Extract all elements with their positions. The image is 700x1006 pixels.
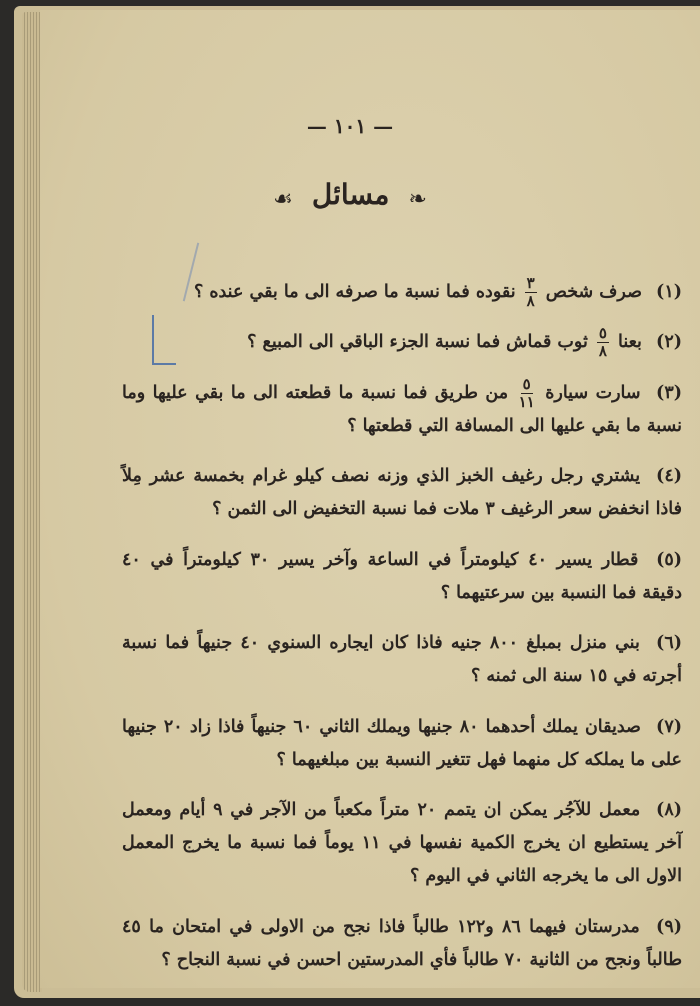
section-heading (40, 178, 660, 212)
ornament-right-icon: ☙ (273, 187, 293, 212)
problem-7: (٧) صديقان يملك أحدهما ٨٠ جنيها ويملك الثاني ٦٠ جنيهاً فاذا زاد ٢٠ جنيها على ما يملكه كل منهما فهل تتغير النسبة بين مبلغيهما ؟ (122, 716, 682, 770)
fraction: $\frac{٥}{١١}$ (518, 374, 535, 411)
problem-8: (٨) معمل للآجُر يمكن ان يتمم ٢٠ متراً مكعباً من الآجر في ٩ أيام ومعمل آخر يستطيع ان يخرج الكمية نفسها في ١١ يوماً فما نسبة ما يخرج المعمل الاول الى ما يخرجه الثاني في اليوم ؟ (122, 800, 682, 886)
problem-9: (٩) مدرستان فيهما ٨٦ و١٢٢ طالباً فاذا نجح من الاولى في امتحان ما ٤٥ طالباً ونجح من الثانية ٧٠ طالباً فأي المدرستين احسن في نسبة النجاح ؟ (122, 916, 682, 970)
fraction: $\frac{٥}{٨}$ (598, 324, 607, 360)
problem-list (122, 258, 682, 992)
problem-4: (٤) يشتري رجل رغيف الخبز الذي وزنه نصف كيلو غرام بخمسة عشر مِلاً فاذا انخفض سعر الرغيف ٣ ملات فما نسبة التخفيض الى الثمن ؟ (122, 466, 682, 519)
page-edges (22, 12, 42, 992)
ornament-left-icon: ❧ (408, 187, 427, 212)
problem-6: (٦) بني منزل بمبلغ ٨٠٠ جنيه فاذا كان ايجاره السنوي ٤٠ جنيهاً فما نسبة أجرته في ١٥ سنة الى ثمنه ؟ (122, 633, 683, 686)
problem-2: (٢) بعنا $\frac{٥}{٨}$ ثوب قماش فما نسبة الجزء الباقي الى المبيع ؟ (247, 324, 682, 360)
book-page (40, 10, 700, 988)
problem-1: (١) صرف شخص $\frac{٣}{٨}$ نقوده فما نسبة ما صرفه الى ما بقي عنده ؟ (193, 273, 682, 310)
page-title: مسائل (311, 178, 390, 211)
page-number: — ١٠١ — (306, 114, 394, 138)
problem-5: (٥) قطار يسير ٤٠ كيلومتراً في الساعة وآخر يسير ٣٠ كيلومتراً في ٤٠ دقيقة فما النسبة بين سرعتيهما ؟ (122, 549, 683, 603)
fraction: $\frac{٣}{٨}$ (526, 273, 535, 310)
problem-3: (٣) سارت سيارة $\frac{٥}{١١}$ من طريق فما نسبة ما قطعته الى ما بقي عليها وما نسبة ما بقي عليها الى المسافة التي قطعتها ؟ (122, 374, 683, 436)
